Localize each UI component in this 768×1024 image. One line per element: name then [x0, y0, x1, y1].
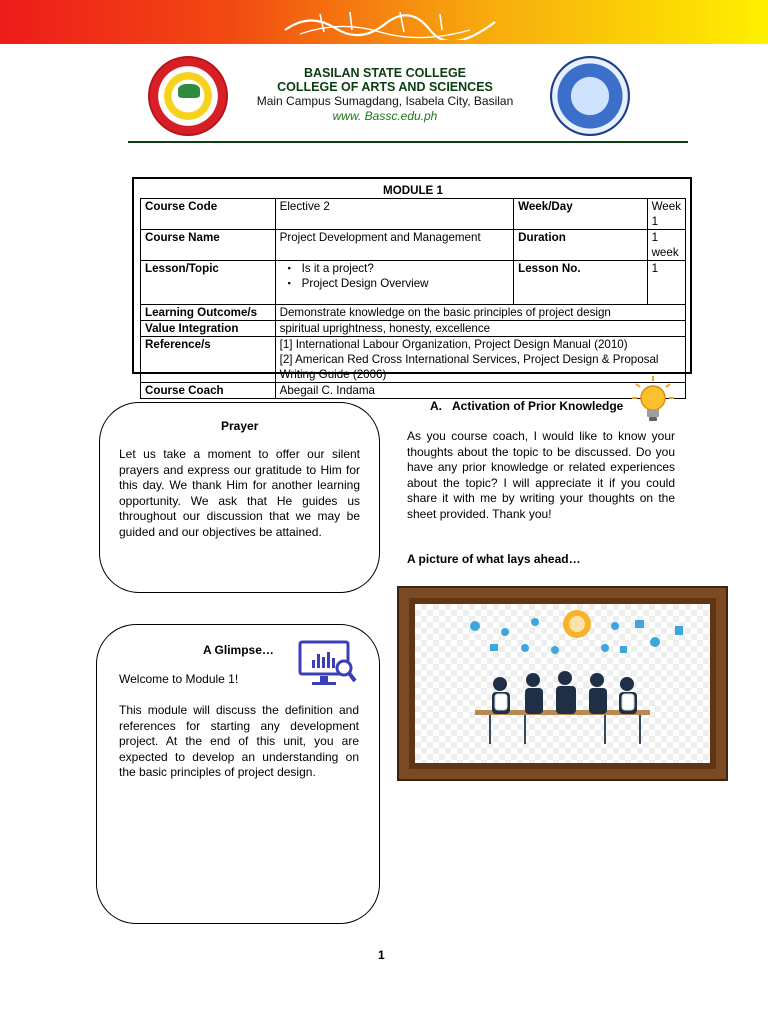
outcome-label: Learning Outcome/s	[141, 305, 276, 321]
school-header	[235, 66, 535, 124]
lesson-no-label: Lesson No.	[514, 261, 647, 305]
module-info-table	[140, 183, 686, 399]
week-value: Week 1	[647, 199, 685, 230]
duration-value: 1 week	[647, 230, 685, 261]
page-number: 1	[378, 948, 385, 962]
bismillah-calligraphy	[280, 6, 500, 40]
cas-logo	[550, 56, 630, 136]
glimpse-title: A Glimpse…	[203, 643, 274, 657]
lesson-topic-label: Lesson/Topic	[141, 261, 276, 305]
module-info-box	[132, 177, 692, 397]
reference-item: [1] International Labour Organization, Project Design Manual (2010)	[279, 338, 628, 351]
school-website[interactable]: www. Bassc.edu.ph	[332, 109, 438, 123]
college-name: COLLEGE OF ARTS AND SCIENCES	[277, 80, 493, 94]
school-address: Main Campus Sumagdang, Isabela City, Basilan	[256, 94, 514, 108]
prayer-box	[99, 402, 380, 593]
lesson-no-value: 1	[647, 261, 685, 305]
lesson-topic-item: ▪ Is it a project?	[302, 261, 510, 276]
references-label: Reference/s	[141, 337, 276, 383]
lesson-topic-list	[275, 261, 514, 305]
course-coach-label: Course Coach	[141, 383, 276, 399]
prayer-text: Let us take a moment to offer our silent prayers and express our gratitude to Him for this day. We thank Him for another learning opportunity. We ask that He guides us throughout our discussion that we may be guided and our objectives be attained.	[119, 447, 360, 539]
header-banner	[0, 0, 768, 44]
course-name-value: Project Development and Management	[275, 230, 514, 261]
value-integration-value: spiritual uprightness, honesty, excellence	[275, 321, 685, 337]
team-meeting-illustration	[415, 604, 710, 763]
course-code-value: Elective 2	[275, 199, 514, 230]
glimpse-welcome: Welcome to Module 1!	[119, 672, 239, 686]
value-integration-label: Value Integration	[141, 321, 276, 337]
team-meeting-image	[415, 604, 710, 763]
course-code-label: Course Code	[141, 199, 276, 230]
outcome-value: Demonstrate knowledge on the basic principles of project design	[275, 305, 685, 321]
prayer-title: Prayer	[221, 419, 259, 433]
week-label: Week/Day	[514, 199, 647, 230]
lesson-topic-item: ▪ Project Design Overview	[302, 276, 510, 291]
course-coach-value: Abegail C. Indama	[275, 383, 685, 399]
glimpse-text: This module will discuss the definition and references for starting any development project. At the end of this unit, you are expected to develop an understanding on the basic principles of project design.	[119, 703, 359, 779]
header-divider	[128, 141, 688, 143]
reference-item: [2] American Red Cross International Services, Project Design & Proposal Writing Guide (2006)	[279, 353, 659, 381]
framed-illustration	[397, 586, 728, 781]
duration-label: Duration	[514, 230, 647, 261]
course-name-label: Course Name	[141, 230, 276, 261]
analytics-monitor-icon	[298, 640, 358, 690]
lightbulb-icon	[630, 374, 676, 424]
bsc-logo	[148, 56, 228, 136]
activation-text: As you course coach, I would like to know your thoughts about the topic to be discussed. Do you have any prior knowledge or related experiences about the topic? I will appreciate it if you could share it with me by writing your thoughts on the sheet provided. Thank you!	[407, 429, 675, 521]
activation-heading: A. Activation of Prior Knowledge	[430, 399, 624, 413]
school-name: BASILAN STATE COLLEGE	[303, 66, 467, 80]
references-list	[275, 337, 685, 383]
module-title: MODULE 1	[383, 184, 443, 197]
picture-heading: A picture of what lays ahead…	[407, 552, 581, 566]
